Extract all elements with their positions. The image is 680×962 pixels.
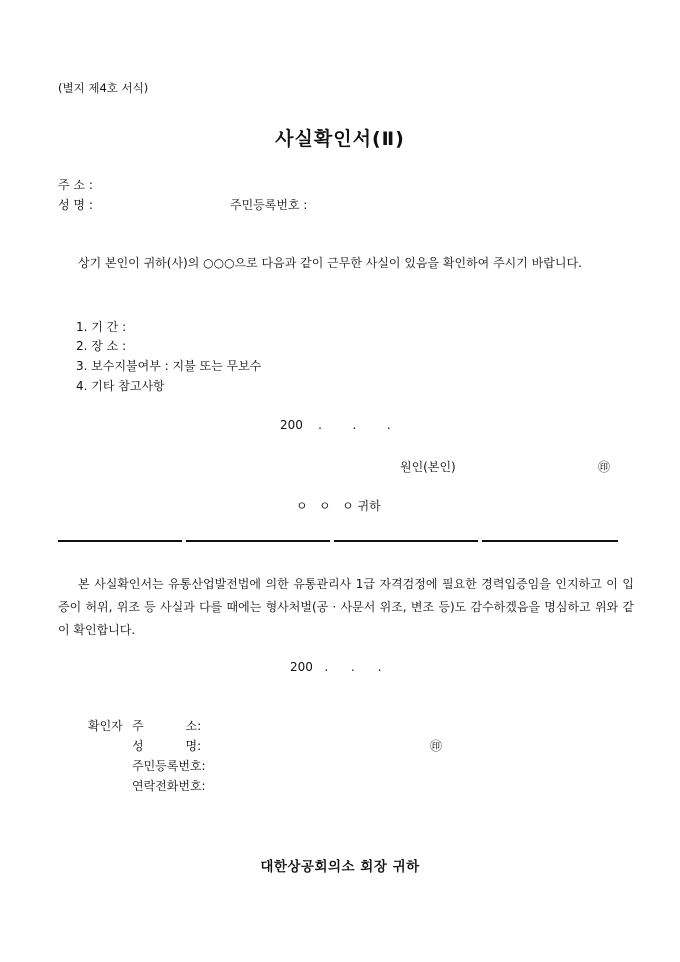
item-period: 1. 기 간 :: [76, 320, 127, 334]
applicant-signature-label: 원인(본인): [400, 460, 456, 474]
confirmer-address-label: 주 소:: [132, 719, 202, 733]
form-number: (별지 제4호 서식): [58, 81, 149, 95]
confirmation-paragraph: 본 사실확인서는 유통산업발전법에 의한 유통관리사 1급 자격검정에 필요한 경력입증임을 인지하고 이 입증이 허위, 위조 등 사실과 다를 때에는 형사처벌(공 · 사문서 위조, 변조 등)도 감수하겠음을 명심하고 위와 같이 확인합니다.: [58, 577, 634, 637]
seal-mark-2: ㊞: [430, 739, 443, 753]
confirmer-rrn-label: 주민등록번호:: [132, 759, 206, 773]
seal-mark-1: ㊞: [598, 460, 611, 474]
request-paragraph: 상기 본인이 귀하(사)의 ○○○으로 다음과 같이 근무한 사실이 있음을 확인하여 주시기 바랍니다.: [78, 256, 582, 270]
applicant-address-label: 주 소 :: [58, 178, 93, 192]
confirmer-label: 확인자: [88, 719, 123, 733]
item-payment: 3. 보수지불여부 : 지불 또는 무보수: [76, 359, 262, 373]
date-line-1: 200 . . .: [280, 418, 391, 432]
applicant-name-label: 성 명 :: [58, 198, 93, 212]
confirmer-phone-label: 연락전화번호:: [132, 779, 206, 793]
applicant-rrn-label: 주민등록번호 :: [230, 198, 308, 212]
addressee: ㅇ ㅇ ㅇ 귀하: [296, 499, 381, 513]
item-notes: 4. 기타 참고사항: [76, 379, 165, 393]
item-place: 2. 장 소 :: [76, 339, 127, 353]
section-divider: [58, 540, 618, 542]
date-line-2: 200 . . .: [290, 660, 382, 674]
confirmer-name-label: 성 명:: [132, 739, 202, 753]
footer-addressee: 대한상공회의소 회장 귀하: [260, 859, 420, 875]
document-title: 사실확인서(Ⅱ): [275, 128, 405, 150]
